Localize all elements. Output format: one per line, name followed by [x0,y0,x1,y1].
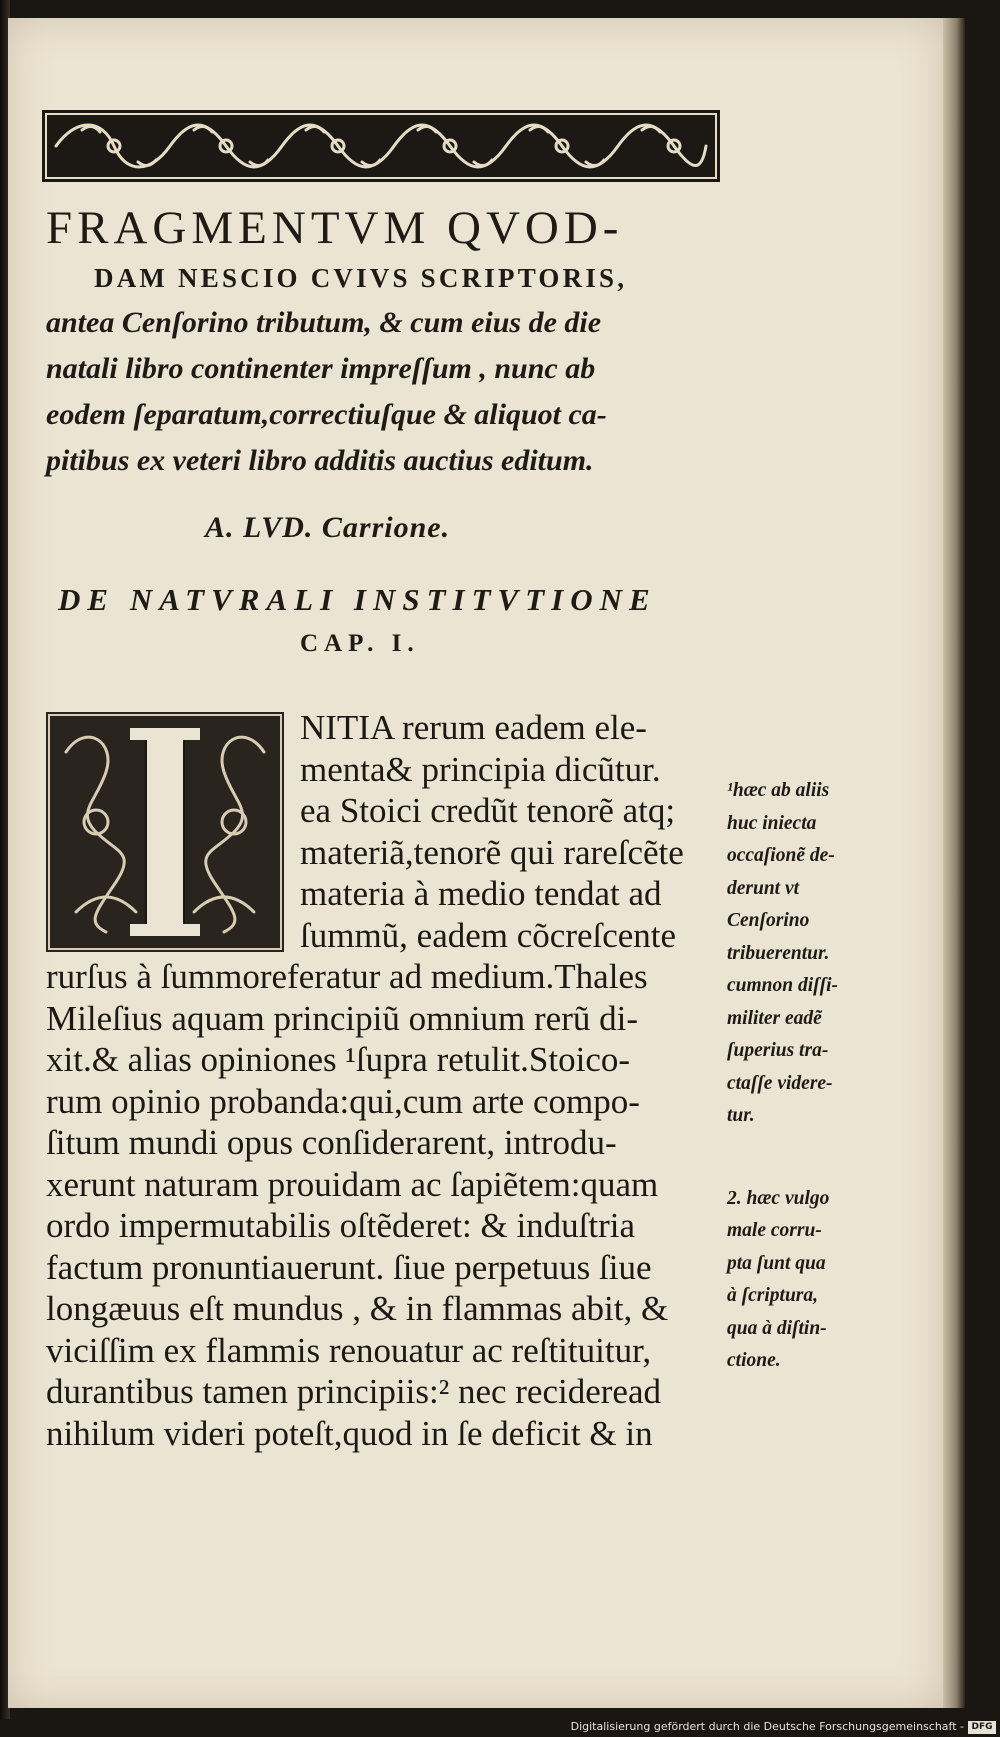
margin-note-line: Cenſorino [727,910,810,931]
margin-note-line: cumnon diſſi- [727,975,839,996]
footer-credit: Digitalisierung gefördert durch die Deutsche Forschungsgemeinschaft - [570,1720,964,1733]
author-line: A. LVD. Carrione. [205,511,451,544]
body-line: longæuus eſt mundus , & in flammas abit, & [46,1289,669,1328]
chapter-number: CAP. I. [300,630,420,657]
margin-note-line: pta ſunt qua [727,1252,826,1274]
title-block [46,200,726,484]
body-line: ordo impermutabilis oſtẽderet: & induſtria [46,1206,636,1245]
body-line: durantibus tamen principiis:² nec recideread [46,1372,661,1411]
margin-note-line: ſuperius tra- [727,1040,829,1061]
margin-note-line: qua à diſtin- [727,1317,827,1339]
body-line: xerunt naturam prouidam ac ſapiẽtem:quam [46,1164,659,1204]
headpiece-vine-icon [42,110,720,182]
margin-note-line: 2. hæc vulgo [727,1187,830,1209]
title-italic-line: antea Cenſorino tributum, & cum eius de die [46,306,602,339]
margin-note-line: tur. [727,1105,755,1126]
margin-note-line: ctione. [727,1350,781,1371]
body-text [46,707,716,1454]
title-italic-line: eodem ſeparatum,correctiuſque & aliquot ca- [46,398,607,431]
body-line: menta& principia dicũtur. [300,749,661,789]
margin-note-line: derunt vt [727,877,800,899]
body-line: viciſſim ex flammis renouatur ac reſtituitur, [46,1330,652,1370]
body-line: rurſus à ſummoreferatur ad medium.Thales [46,957,648,996]
margin-note-line: ctaſſe videre- [727,1072,833,1094]
margin-note-line: ¹hæc ab aliis [727,780,830,801]
dfg-logo-icon: DFG [968,1721,996,1734]
title-italic-line: pitibus ex veteri libro additis auctius editum. [46,444,594,477]
body-line: ea Stoici credũt tenorẽ atq; [300,791,676,830]
body-line: nihilum videri poteſt,quod in ſe deficit & in [46,1413,653,1453]
page-edge-right [943,18,965,1708]
ornamental-headpiece [42,110,720,182]
margin-note-line: male corru- [727,1220,822,1241]
body-line: ſummũ, eadem cõcreſcente [300,915,677,955]
body-line: rum opinio probanda:qui,cum arte compo- [46,1081,640,1121]
margin-note-line: tribuerentur. [727,942,830,964]
margin-notes [727,775,887,1378]
body-line: factum pronuntiauerunt. ſiue perpetuus ſiue [46,1247,652,1287]
title-line-2: DAM NESCIO CVIVS SCRIPTORIS, [94,263,628,293]
margin-note-line: à ſcriptura, [727,1285,819,1306]
body-line: ſitum mundi opus conſiderarent, introdu- [46,1123,617,1162]
chapter-title: DE NATVRALI INSTITVTIONE [58,582,657,617]
body-line: Mileſius aquam principiũ omnium rerũ di- [46,998,638,1038]
margin-note-line: occaſionẽ de- [727,845,835,866]
title-italic-line: natali libro continenter impreſſum , nunc ab [46,352,596,385]
body-line: materia à medio tendat ad [300,874,662,913]
body-line: xit.& alias opiniones ¹ſupra retulit.Stoico- [46,1040,631,1079]
body-line: NITIA rerum eadem ele- [300,708,647,747]
margin-note-line: huc iniecta [727,812,817,834]
margin-note-gap [727,1133,887,1183]
body-line: materiã,tenorẽ qui rareſcẽte [300,832,684,872]
margin-note-line: militer eadẽ [727,1007,822,1029]
title-line-1: FRAGMENTVM QVOD- [46,202,624,254]
